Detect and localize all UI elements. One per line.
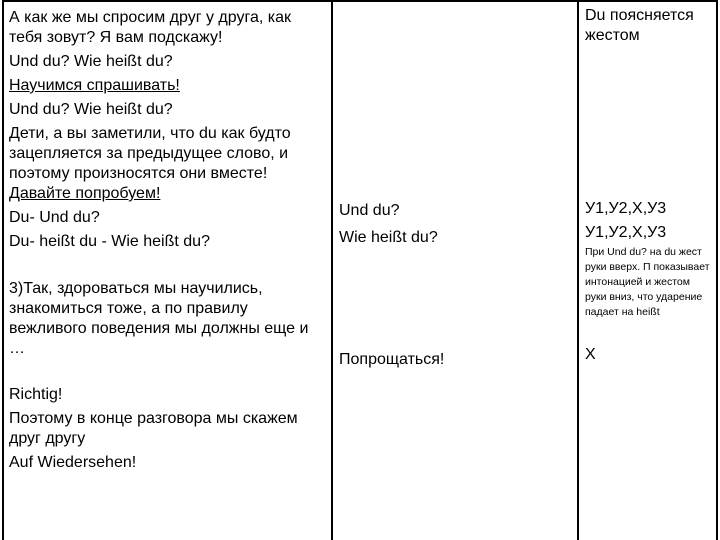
students-column — [333, 2, 577, 540]
answer-und-du: Und du? — [339, 202, 400, 219]
paragraph-du-note — [9, 124, 327, 204]
note-speaker-order-1: У1,У2,Х,У3 — [585, 200, 667, 217]
phrase-richtig: Richtig! — [9, 386, 63, 403]
underlined-text: Научимся спрашивать! — [9, 77, 180, 94]
paragraph-farewell-rule: 3)Так, здороваться мы научились, знакомиться тоже, а по правилу вежливого поведения мы должны еще и … — [9, 280, 309, 357]
answer-wie-heisst-du: Wie heißt du? — [339, 229, 438, 246]
note-x: Х — [585, 346, 596, 363]
phrase-und-du-2: Und du? Wie heißt du? — [9, 101, 173, 118]
phrase-du-und-du: Du- Und du? — [9, 209, 100, 226]
du-note-text: Дети, а вы заметили, что du как будто зацепляется за предыдущее слово, и поэтому произносятся они вместе! — [9, 125, 291, 182]
answer-say-goodbye: Попрощаться! — [339, 351, 445, 368]
lets-try-link: Давайте попробуем! — [9, 185, 161, 202]
phrase-du-heisst-du: Du- heißt du - Wie heißt du? — [9, 233, 210, 250]
note-du-gesture: Du поясняется жестом — [585, 7, 694, 44]
phrase-learn-to-ask — [9, 76, 327, 96]
teacher-column — [4, 2, 331, 540]
phrase-auf-wiedersehen: Auf Wiedersehen! — [9, 454, 137, 471]
paragraph-end-conversation: Поэтому в конце разговора мы скажем друг другу — [9, 410, 298, 447]
phrase-und-du-1: Und du? Wie heißt du? — [9, 53, 173, 70]
note-speaker-order-2: У1,У2,Х,У3 — [585, 224, 667, 241]
note-intonation: При Und du? на du жест руки вверх. П показывает интонацией и жестом руки вниз, что ударение падает на heißt — [585, 246, 710, 318]
lesson-table — [2, 0, 718, 540]
notes-column — [579, 2, 718, 540]
paragraph-ask-names: А как же мы спросим друг у друга, как тебя зовут? Я вам подскажу! — [9, 9, 292, 46]
